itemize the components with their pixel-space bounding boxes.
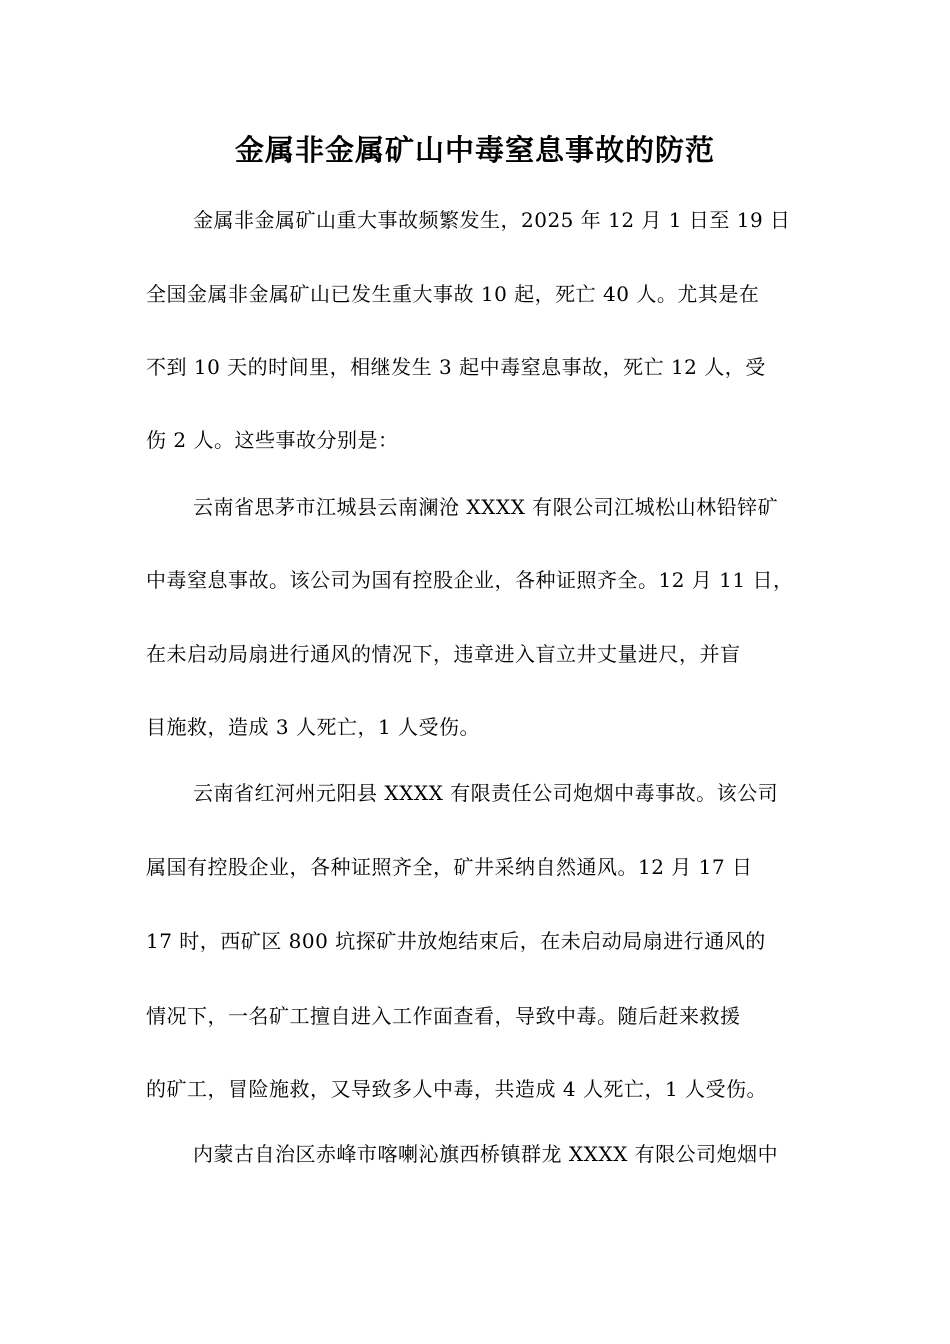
paragraph-line: 在未启动局扇进行通风的情况下，违章进入盲立井丈量进尺，并盲 xyxy=(146,642,741,666)
paragraph-line: 情况下，一名矿工擅自进入工作面查看，导致中毒。随后赶来救援 xyxy=(146,1004,741,1028)
paragraph-line: 内蒙古自治区赤峰市喀喇沁旗西桥镇群龙 XXXX 有限公司炮烟中 xyxy=(193,1142,779,1166)
paragraph-line: 云南省思茅市江城县云南澜沧 XXXX 有限公司江城松山林铅锌矿 xyxy=(193,495,779,519)
paragraph-line: 全国金属非金属矿山已发生重大事故 10 起，死亡 40 人。尤其是在 xyxy=(146,282,760,306)
paragraph-line: 17 时，西矿区 800 坑探矿井放炮结束后，在未启动局扇进行通风的 xyxy=(146,929,766,953)
paragraph-line: 属国有控股企业，各种证照齐全，矿井采纳自然通风。12 月 17 日 xyxy=(146,855,753,879)
paragraph-line: 不到 10 天的时间里，相继发生 3 起中毒窒息事故，死亡 12 人，受 xyxy=(146,355,766,379)
paragraph-line: 中毒窒息事故。该公司为国有控股企业，各种证照齐全。12 月 11 日， xyxy=(146,568,794,592)
paragraph-line: 金属非金属矿山重大事故频繁发生，2025 年 12 月 1 日至 19 日 xyxy=(193,208,791,232)
paragraph-line: 的矿工，冒险施救，又导致多人中毒，共造成 4 人死亡，1 人受伤。 xyxy=(146,1077,768,1101)
paragraph-line: 云南省红河州元阳县 XXXX 有限责任公司炮烟中毒事故。该公司 xyxy=(193,781,779,805)
document-title: 金属非金属矿山中毒窒息事故的防范 xyxy=(234,133,715,167)
paragraph-line: 伤 2 人。这些事故分别是： xyxy=(146,428,399,452)
paragraph-line: 目施救，造成 3 人死亡，1 人受伤。 xyxy=(146,715,481,739)
